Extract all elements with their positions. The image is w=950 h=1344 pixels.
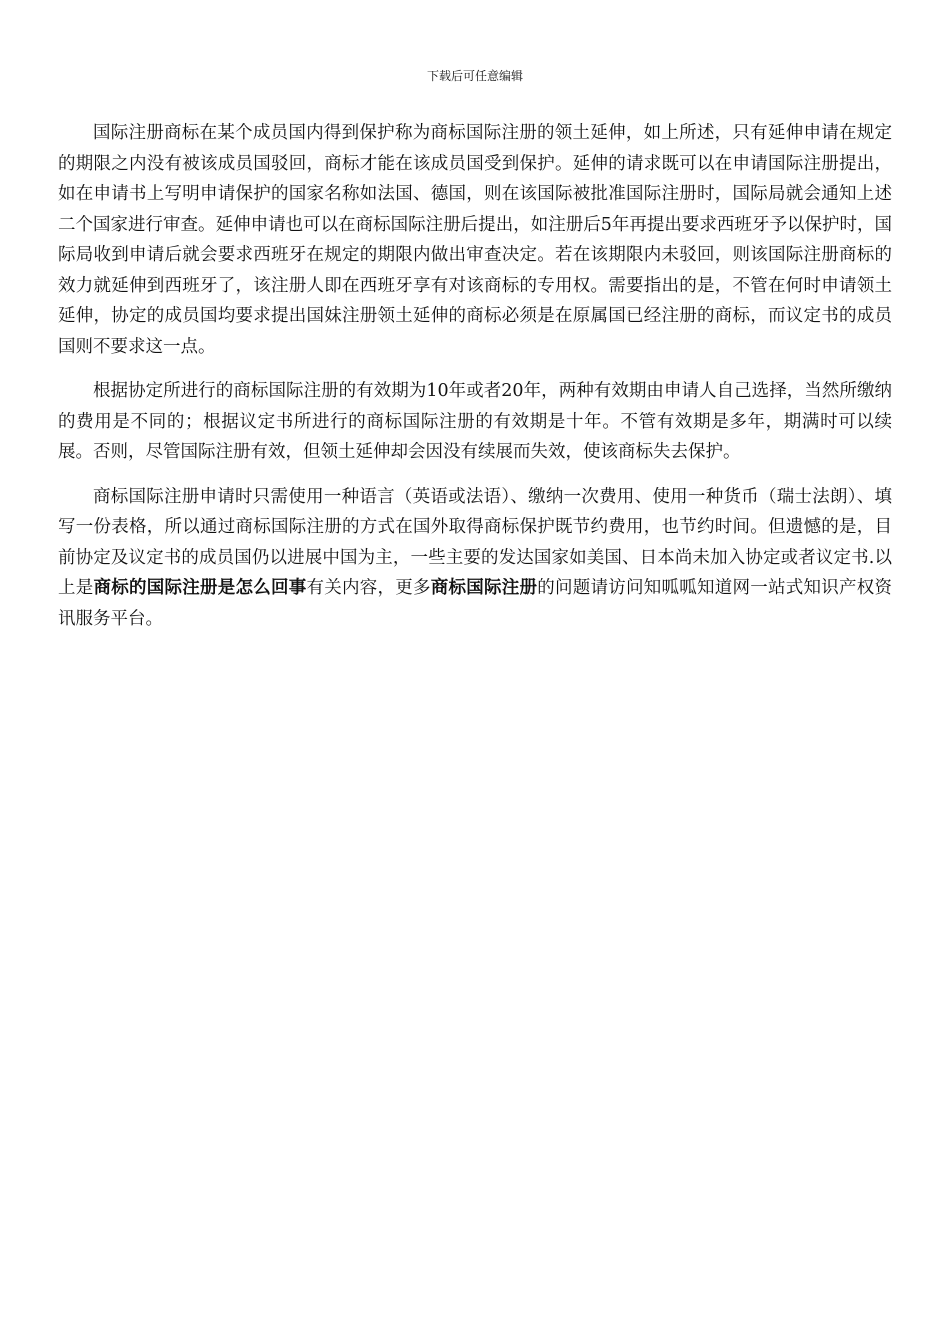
paragraph-text-segment: 有关内容，更多 <box>306 578 431 598</box>
paragraph-territorial-extension: 国际注册商标在某个成员国内得到保护称为商标国际注册的领土延伸，如上所述，只有延伸申请在规定的期限之内没有被该成员国驳回，商标才能在该成员国受到保护。延伸的请求既可以在申请国际注册提出，如在申请书上写明申请保护的国家名称如法国、德国，则在该国际被批准国际注册时，国际局就会通知上述二个国家进行审查。延伸申请也可以在商标国际注册后提出，如注册后5年再提出要求西班牙予以保护时，国际局收到申请后就会要求西班牙在规定的期限内做出审查决定。若在该期限内未驳回，则该国际注册商标的效力就延伸到西班牙了，该注册人即在西班牙享有对该商标的专用权。需要指出的是，不管在何时申请领土延伸，协定的成员国均要求提出国妹注册领土延伸的商标必须是在原属国已经注册的商标，而议定书的成员国则不要求这一点。 <box>58 123 892 357</box>
paragraph-text-segment: 的问题请访问知呱呱知道网一站式知识产权资讯服务平台。 <box>58 578 892 629</box>
paragraph-application-advantages <box>58 482 892 635</box>
document-body <box>58 118 892 648</box>
page-header: 下载后可任意编辑 <box>426 69 523 83</box>
paragraph-validity-period: 根据协定所进行的商标国际注册的有效期为10年或者20年，两种有效期由申请人自己选择，当然所缴纳的费用是不同的；根据议定书所进行的商标国际注册的有效期是十年。不管有效期是多年，期满时可以续展。否则，尽管国际注册有效，但领土延伸却会因没有续展而失效，使该商标失去保护。 <box>58 381 892 462</box>
paragraph-text-segment: 商标国际注册申请时只需使用一种语言（英语或法语）、缴纳一次费用、使用一种货币（瑞士法朗）、填写一份表格，所以通过商标国际注册的方式在国外取得商标保护既节约费用，也节约时间。但遗憾的是，目前协定及议定书的成员国仍以进展中国为主，一些主要的发达国家如美国、日本尚未加入协定或者议定书.以上是 <box>58 486 892 598</box>
bold-keyword-link: 商标国际注册 <box>430 578 538 598</box>
bold-keyword-link: 商标的国际注册是怎么回事 <box>93 578 307 598</box>
